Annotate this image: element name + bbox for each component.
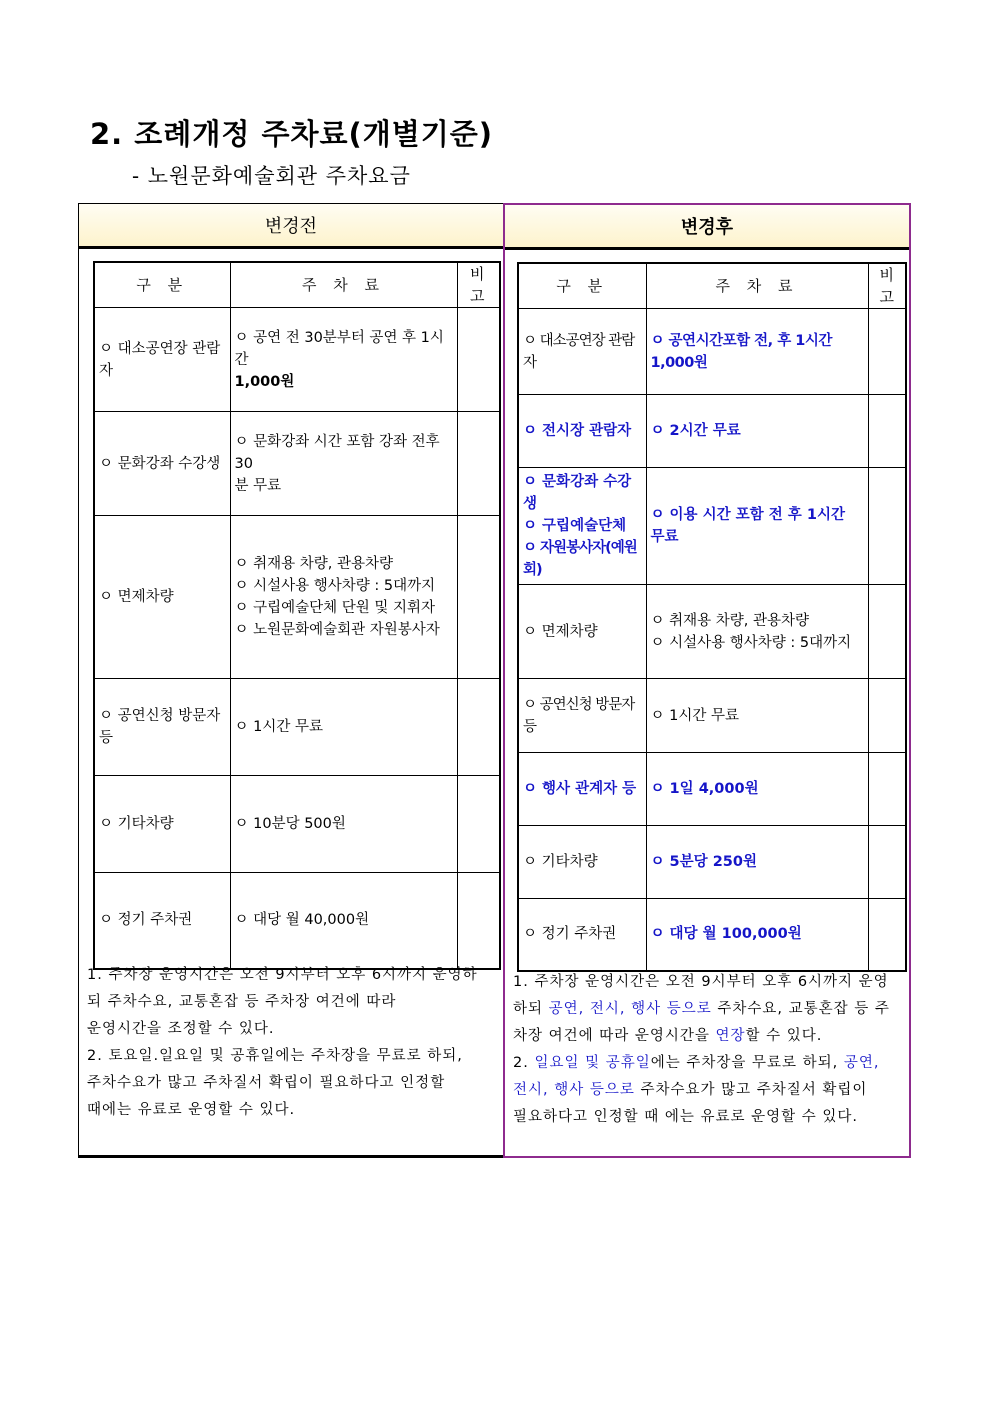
row-category: ㅇ 대소공연장 관람자 [518,309,646,395]
row-category: ㅇ 기타차량 [94,776,230,873]
row-note [868,395,906,468]
row-category: ㅇ 대소공연장 관람자 [94,308,230,412]
table-row [94,776,500,873]
table-row [518,679,906,753]
col-note: 비고 [868,263,906,309]
row-category: ㅇ 공연신청 방문자 등 [518,679,646,753]
row-category: ㅇ 정기 주차권 [94,873,230,969]
table-row [518,468,906,585]
row-fee: ㅇ 1시간 무료 [646,679,868,753]
row-note [868,679,906,753]
row-note [457,516,500,679]
col-note: 비 고 [457,262,500,308]
table-row [518,753,906,826]
page-subtitle: - 노원문화예술회관 주차요금 [132,164,411,188]
row-note [457,412,500,516]
row-category: ㅇ 공연신청 방문자 등 [94,679,230,776]
after-header: 변경후 [505,205,909,250]
col-category: 구 분 [94,262,230,308]
table-row [518,899,906,971]
row-category: ㅇ 행사 관계자 등 [518,753,646,826]
table-row [518,585,906,679]
row-category: ㅇ 정기 주차권 [518,899,646,971]
row-fee: ㅇ 문화강좌 시간 포함 강좌 전후 30 분 무료 [230,412,457,516]
row-fee: ㅇ 공연 전 30분부터 공연 후 1시간 1,000원 [230,308,457,412]
row-category: ㅇ 기타차량 [518,826,646,899]
row-category: ㅇ 전시장 관람자 [518,395,646,468]
row-note [457,873,500,969]
row-category: ㅇ 문화강좌 수강생 [94,412,230,516]
row-note [457,308,500,412]
table-row [518,395,906,468]
row-fee: ㅇ 1시간 무료 [230,679,457,776]
before-table [93,261,501,970]
after-notes: 1. 주차장 운영시간은 오전 9시부터 오후 6시까지 운영 하되 공연, 전시, 행사 등으로 주차수요, 교통혼잡 등 주 차장 여건에 따라 운영시간을 연장할 수 있다. 2. 일요일 및 공휴일에는 주차장을 무료로 하되, 공연, 전시, 행사 등으로 주차수요가 많고 주차질서 확립이 필요하다고 인정할 때 에는 유료로 운영할 수 있다. [513,974,890,1125]
row-fee: ㅇ 공연시간포함 전, 후 1시간 1,000원 [646,309,868,395]
after-panel [503,203,911,1158]
before-panel [78,203,503,1158]
row-note [868,309,906,395]
row-note [868,468,906,585]
table-row [94,308,500,412]
col-fee: 주 차 료 [230,262,457,308]
row-fee: ㅇ 5분당 250원 [646,826,868,899]
row-category: ㅇ 면제차량 [518,585,646,679]
row-category: ㅇ 면제차량 [94,516,230,679]
row-category: ㅇ 문화강좌 수강생 ㅇ 구립예술단체 ㅇ 자원봉사자(예원회) [518,468,646,585]
row-fee: ㅇ 이용 시간 포함 전 후 1시간 무료 [646,468,868,585]
before-notes: 1. 주차장 운영시간은 오전 9시부터 오후 6시까지 운영하 되 주차수요, 교통혼잡 등 주차장 여건에 따라 운영시간을 조정할 수 있다. 2. 토요일.일요일 및 공휴일에는 주차장을 무료로 하되, 주차수요가 많고 주차질서 확립이 필요하다고 인정할 때에는 유료로 운영할 수 있다. [87,967,478,1118]
row-fee: ㅇ 취재용 차량, 관용차량 ㅇ 시설사용 행사차량 : 5대까지 [646,585,868,679]
table-row [518,826,906,899]
row-fee: ㅇ 취재용 차량, 관용차량 ㅇ 시설사용 행사차량 : 5대까지 ㅇ 구립예술단체 단원 및 지휘자 ㅇ 노원문화예술회관 자원봉사자 [230,516,457,679]
table-row [94,516,500,679]
table-row [94,412,500,516]
row-fee: ㅇ 1일 4,000원 [646,753,868,826]
row-note [868,899,906,971]
col-fee: 주 차 료 [646,263,868,309]
table-row [518,309,906,395]
before-header: 변경전 [79,204,503,249]
row-fee: ㅇ 2시간 무료 [646,395,868,468]
row-note [457,679,500,776]
after-table [517,262,907,972]
row-note [868,826,906,899]
row-fee: ㅇ 대당 월 40,000원 [230,873,457,969]
col-category: 구 분 [518,263,646,309]
table-row [94,679,500,776]
row-note [868,585,906,679]
page-title: 2. 조례개정 주차료(개별기준) [90,117,494,151]
row-fee: ㅇ 10분당 500원 [230,776,457,873]
row-fee: ㅇ 대당 월 100,000원 [646,899,868,971]
row-note [868,753,906,826]
table-row [94,873,500,969]
row-note [457,776,500,873]
